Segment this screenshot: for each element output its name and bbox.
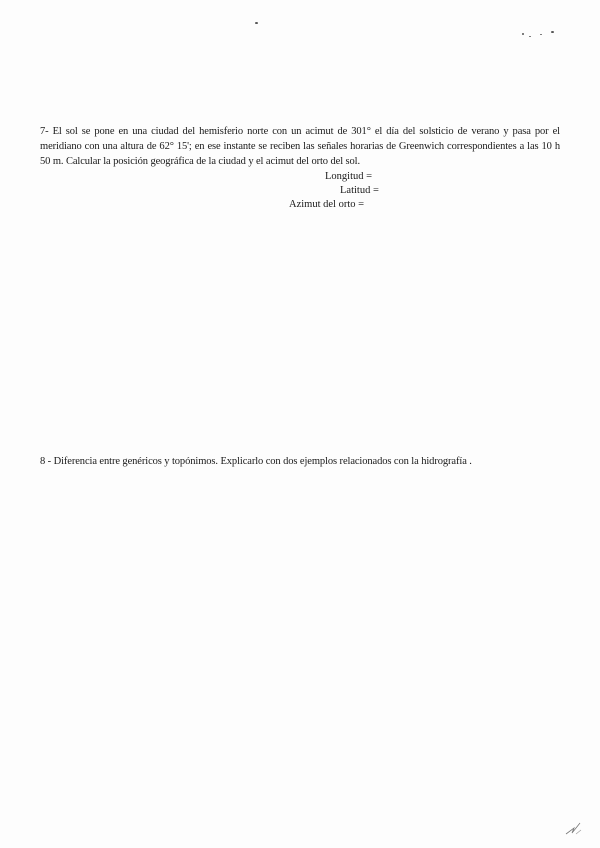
question-7-text: 7- El sol se pone en una ciudad del hemisferio norte con un acimut de 301° el día del solsticio de verano y pasa por el meridiano con una altura de 62° 15'; en ese instante se reciben las señales horarias de Greenwich correspondientes a las 10 h 50 m. Calcular la posición geográfica de la ciudad y el acimut del orto del sol. — [40, 126, 560, 167]
answer-latitud: Latitud = — [340, 185, 379, 196]
question-8-text: 8 - Diferencia entre genéricos y topónimos. Explicarlo con dos ejemplos relacionados con la hidrografía . — [40, 456, 472, 467]
scan-speck — [540, 34, 542, 35]
scan-speck — [551, 31, 554, 33]
question-8 — [40, 454, 560, 469]
answer-azimut-orto: Azimut del orto = — [289, 199, 365, 210]
scan-speck — [255, 22, 258, 24]
answer-longitud: Longitud = — [325, 171, 373, 182]
scan-speck — [522, 33, 524, 35]
scan-speck — [529, 36, 531, 37]
question-7 — [40, 124, 560, 169]
corner-scribble-icon — [564, 820, 582, 836]
